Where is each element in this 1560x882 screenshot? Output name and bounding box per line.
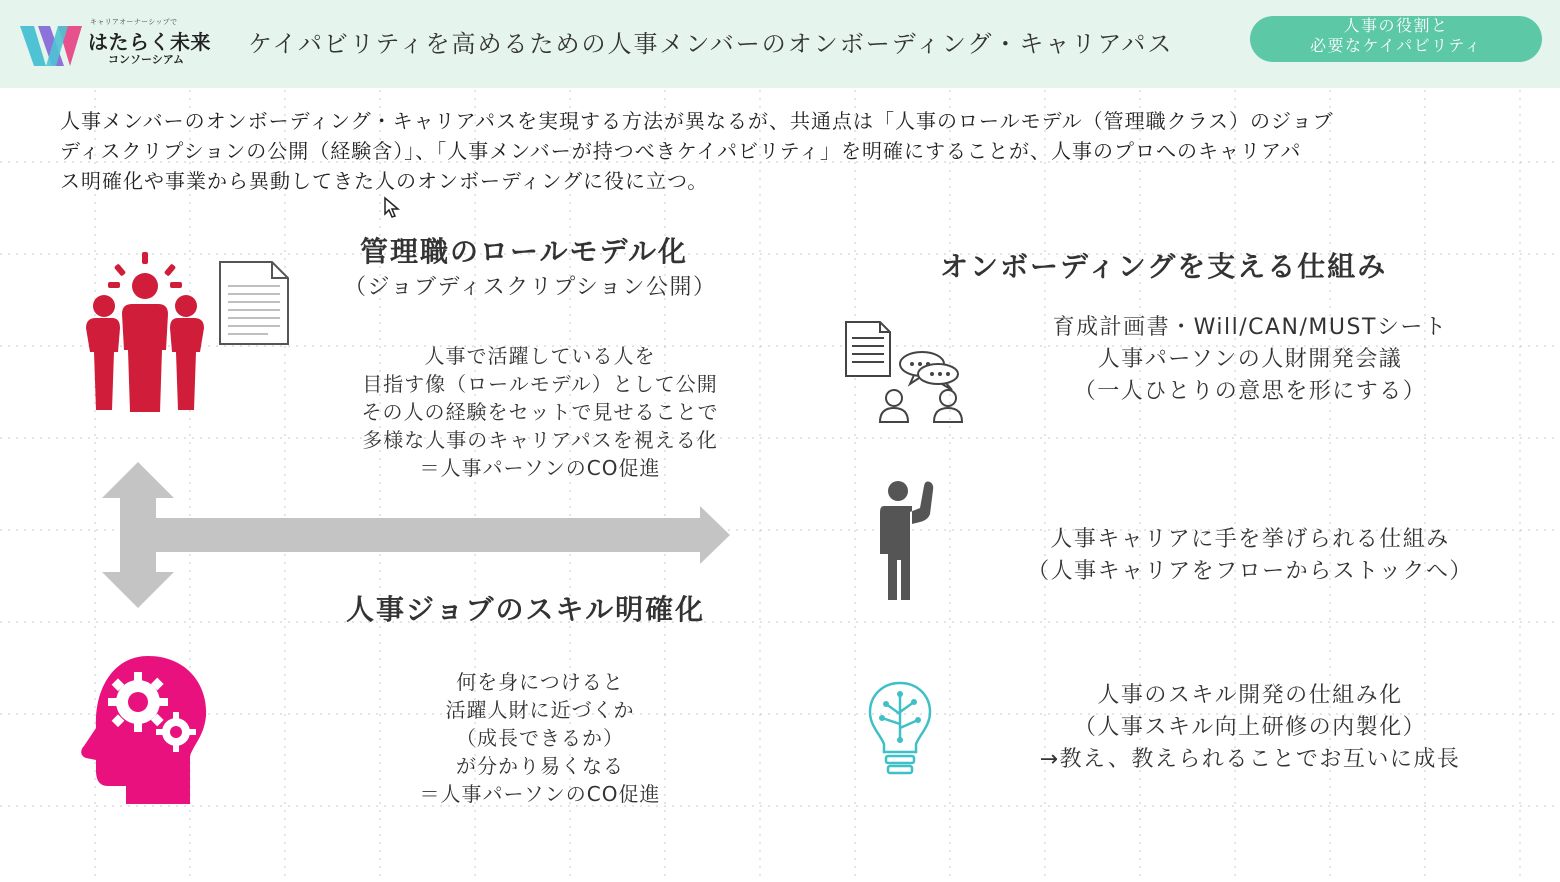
mouse-cursor-icon: [383, 196, 403, 220]
meeting-chat-icon: [844, 318, 972, 426]
logo-sub: コンソーシアム: [108, 53, 185, 66]
people-group-icon: [82, 252, 208, 414]
rolemodel-line: その人の経験をセットで見せることで: [361, 400, 719, 424]
skill-line: 何を身につけると: [456, 670, 624, 694]
badge-line-1: 人事の役割と: [1343, 16, 1449, 35]
onboarding-item-3-line: （人事スキル向上研修の内製化）: [1073, 715, 1427, 740]
onboarding-item-3-line: →教え、教えられることでお互いに成長: [1039, 747, 1461, 772]
document-icon: [218, 260, 290, 346]
page-title: ケイパビリティを高めるための人事メンバーのオンボーディング・キャリアパス: [248, 30, 1174, 58]
onboarding-item-1-line: （一人ひとりの意思を形にする）: [1073, 379, 1427, 404]
rolemodel-line: ＝人事パーソンのCO促進: [419, 456, 661, 480]
intro-line-1: 人事メンバーのオンボーディング・キャリアパスを実現する方法が異なるが、共通点は「人事のロールモデル（管理職クラス）のジョブ: [60, 109, 1334, 133]
skill-line: ＝人事パーソンのCO促進: [419, 782, 661, 806]
skill-heading: 人事ジョブのスキル明確化: [346, 593, 706, 626]
rolemodel-heading: 管理職のロールモデル化: [360, 235, 689, 268]
logo-name: はたらく未来: [88, 30, 211, 54]
lightbulb-circuit-icon: [866, 680, 934, 778]
head-gears-icon: [78, 652, 210, 808]
intro-line-2: ディスクリプションの公開（経験含）」、「人事メンバーが持つべきケイパビリティ」を明確にすることが、人事のプロへのキャリアパ: [60, 139, 1302, 163]
onboarding-item-1-line: 人事パーソンの人財開発会議: [1097, 347, 1403, 372]
onboarding-item-2-line: （人事キャリアをフローからストックへ）: [1027, 559, 1473, 584]
rolemodel-line: 目指す像（ロールモデル）として公開: [362, 372, 718, 396]
skill-line: 活躍人財に近づくか: [445, 698, 635, 722]
section-badge: [1250, 16, 1542, 62]
intro-line-3: ス明確化や事業から異動してきた人のオンボーディングに役に立つ。: [60, 169, 709, 193]
header-bar: [0, 0, 1560, 88]
logo-tagline: キャリアオーナーシップで: [90, 18, 178, 26]
skill-line: （成長できるか）: [456, 726, 624, 750]
onboarding-heading: オンボーディングを支える仕組み: [940, 250, 1388, 283]
rolemodel-line: 人事で活躍している人を: [424, 344, 656, 368]
intro-paragraph: [60, 106, 1480, 196]
person-raising-hand-icon: [876, 480, 938, 602]
skill-description: [340, 668, 740, 808]
onboarding-item-2-line: 人事キャリアに手を挙げられる仕組み: [1050, 527, 1450, 552]
logo-mark-icon: [18, 22, 88, 70]
onboarding-item-1: [1000, 312, 1500, 408]
badge-line-2: 必要なケイパビリティ: [1310, 36, 1482, 55]
rolemodel-line: 多様な人事のキャリアパスを視える化: [362, 428, 718, 452]
skill-line: が分かり易くなる: [456, 754, 624, 778]
onboarding-item-1-line: 育成計画書・Will/CAN/MUSTシート: [1052, 315, 1448, 340]
rolemodel-subheading: （ジョブディスクリプション公開）: [344, 275, 717, 300]
onboarding-item-2: [990, 524, 1510, 588]
onboarding-item-3-line: 人事のスキル開発の仕組み化: [1097, 683, 1403, 708]
onboarding-item-3: [990, 680, 1510, 776]
